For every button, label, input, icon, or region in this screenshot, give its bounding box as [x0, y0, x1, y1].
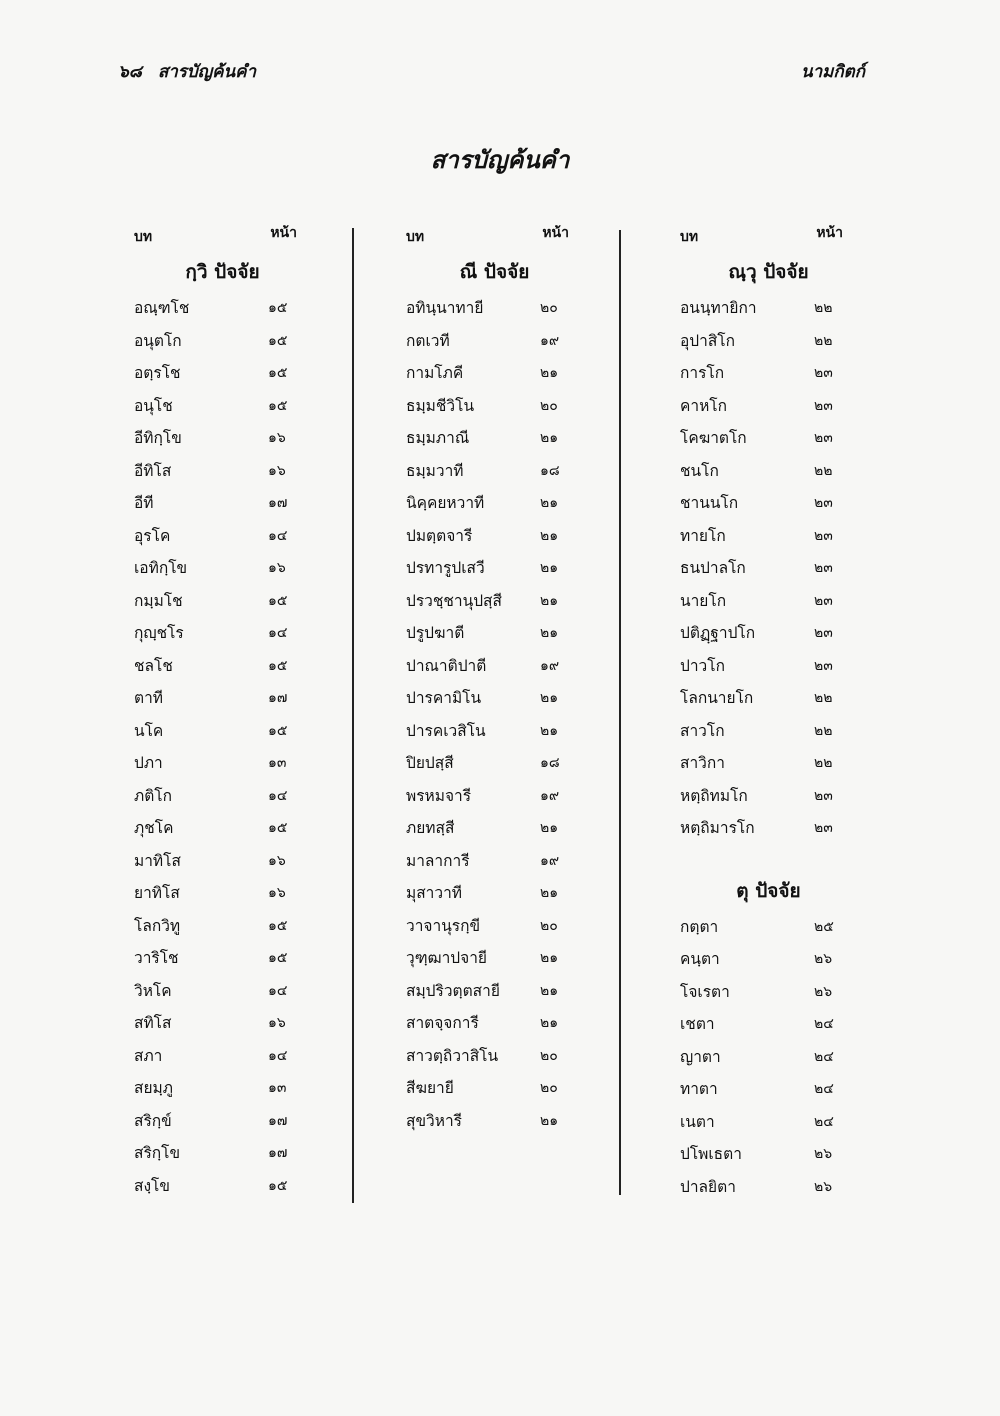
index-entry [676, 325, 861, 358]
entry-word: ปรูปฆาตี [406, 624, 465, 642]
index-entry [676, 650, 861, 683]
entry-word: อนุตโก [134, 331, 182, 350]
entry-page: ๒๑ [540, 690, 559, 706]
index-column-1 [130, 218, 315, 1202]
entry-page: ๒๑ [540, 365, 559, 381]
entry-word: วาริโช [134, 949, 179, 967]
index-entry [402, 812, 587, 845]
running-header [118, 58, 865, 90]
entry-word: สริกฺโข [134, 1144, 181, 1162]
index-entry [130, 650, 315, 683]
index-entry [676, 943, 861, 976]
index-entry [402, 390, 587, 423]
entry-word: สีฆยายี [406, 1079, 454, 1097]
entry-page: ๑๙ [540, 332, 560, 349]
entry-page: ๒๑ [540, 625, 559, 641]
index-entry [130, 747, 315, 780]
entry-word: นโค [134, 721, 164, 740]
entry-page: ๑๕ [268, 332, 288, 349]
index-entry [130, 780, 315, 813]
entry-page: ๑๙ [540, 852, 560, 869]
index-entry [676, 976, 861, 1009]
entry-word: สาวโก [680, 721, 725, 740]
section-heading: ณฺวุ ปัจจัย [728, 261, 809, 283]
index-column-2 [402, 218, 587, 1137]
index-entry [676, 747, 861, 780]
index-entry [130, 617, 315, 650]
section-heading: ตุ ปัจจัย [736, 879, 801, 902]
entry-list [676, 292, 861, 845]
entry-word: สาวิกา [680, 754, 725, 772]
index-entry [130, 357, 315, 390]
entry-word: มุสาวาที [406, 884, 463, 902]
entry-word: อนุโช [134, 396, 173, 415]
word-header: บท [680, 229, 699, 245]
entry-word: ชลโช [134, 656, 173, 675]
index-entry [676, 357, 861, 390]
entry-word: สุขวิหารี [406, 1111, 463, 1130]
entry-word: ชานนโก [680, 494, 739, 512]
entry-page: ๑๔ [268, 787, 288, 804]
entry-page: ๒๑ [540, 982, 559, 999]
index-entry [402, 1105, 587, 1138]
entry-page: ๒๖ [814, 983, 833, 1000]
entry-page: ๒๑ [540, 820, 559, 836]
entry-page: ๑๖ [268, 560, 286, 576]
entry-page: ๑๗ [268, 1145, 288, 1161]
entry-word: โลกนายโก [680, 689, 754, 707]
entry-word: สงฺโข [134, 1176, 170, 1195]
entry-word: ปาณาติปาตี [406, 656, 487, 675]
entry-word: กามโภคี [406, 364, 464, 382]
entry-page: ๒๔ [814, 1081, 834, 1097]
column-divider [619, 230, 621, 1195]
entry-page: ๒๓ [814, 625, 833, 641]
entry-page: ๒๓ [814, 592, 833, 609]
index-entry [676, 780, 861, 813]
entry-page: ๒๑ [540, 560, 559, 576]
index-entry [676, 715, 861, 748]
entry-word: โลกวิทู [134, 916, 181, 935]
index-entry [130, 1170, 315, 1203]
index-entry [402, 1072, 587, 1105]
entry-page: ๒๖ [814, 1146, 833, 1162]
index-entry [676, 552, 861, 585]
entry-word: กมฺมโช [134, 591, 183, 610]
entry-page: ๑๖ [268, 885, 286, 901]
entry-page: ๒๒ [814, 755, 833, 771]
entry-page: ๒๓ [814, 657, 833, 674]
index-entry [676, 292, 861, 325]
index-entry [130, 390, 315, 423]
index-entry [130, 975, 315, 1008]
column-header [402, 218, 587, 252]
entry-page: ๑๖ [268, 462, 286, 479]
index-entry [130, 877, 315, 910]
entry-word: ทายโก [680, 526, 726, 545]
page-header: หน้า [270, 225, 297, 241]
entry-word: สภา [134, 1046, 163, 1065]
index-entry [402, 975, 587, 1008]
entry-page: ๑๘ [540, 755, 560, 771]
index-entry [402, 552, 587, 585]
entry-word: อทินฺนาทายี [406, 299, 484, 317]
entry-page: ๒๒ [814, 462, 833, 479]
entry-word: สาตจฺจการี [406, 1014, 479, 1032]
index-entry [402, 455, 587, 488]
entry-page: ๒๔ [814, 1016, 834, 1032]
entry-word: คนฺตา [680, 950, 720, 968]
entry-page: ๑๗ [268, 1112, 288, 1129]
index-entry [130, 552, 315, 585]
entry-word: วิหโค [134, 981, 172, 1000]
entry-word: อนนฺทายิกา [680, 299, 757, 317]
entry-page: ๒๓ [814, 430, 833, 446]
entry-word: สทิโส [134, 1014, 172, 1032]
index-entry [402, 942, 587, 975]
entry-page: ๑๓ [268, 1080, 287, 1096]
entry-page: ๑๕ [268, 365, 288, 381]
entry-page: ๒๓ [814, 495, 833, 511]
entry-page: ๑๕ [268, 1177, 288, 1194]
entry-word: ธมฺมภาณี [406, 429, 470, 447]
entry-word: ปโพเธตา [680, 1145, 742, 1163]
index-entry [676, 487, 861, 520]
entry-page: ๑๖ [268, 430, 286, 446]
entry-word: อุปาสิโก [680, 331, 736, 350]
index-entry [402, 715, 587, 748]
entry-page: ๒๑ [540, 1015, 559, 1031]
index-entry [130, 1007, 315, 1040]
entry-word: โคฆาตโก [680, 429, 747, 447]
column-header [676, 218, 861, 252]
entry-page: ๑๗ [268, 690, 288, 706]
entry-page: ๒๑ [540, 1112, 559, 1129]
entry-word: ธมฺมชีวิโน [406, 396, 475, 415]
entry-page: ๑๖ [268, 1015, 286, 1031]
entry-word: ยาทิโส [134, 884, 180, 902]
index-entry [130, 455, 315, 488]
entry-page: ๑๖ [268, 852, 286, 869]
entry-word: ปาวโก [680, 656, 725, 675]
page-header: หน้า [542, 225, 569, 241]
index-entry [676, 422, 861, 455]
entry-word: เนตา [680, 1112, 715, 1131]
index-entry [402, 780, 587, 813]
index-entry [402, 845, 587, 878]
entry-word: กตเวที [406, 331, 450, 350]
index-entry [402, 422, 587, 455]
index-entry [676, 1073, 861, 1106]
entry-page: ๒๓ [814, 787, 833, 804]
index-entry [130, 422, 315, 455]
entry-page: ๑๕ [268, 950, 288, 966]
entry-page: ๒๐ [540, 300, 558, 316]
entry-word: อีทิโส [134, 461, 172, 480]
index-entry [676, 455, 861, 488]
entry-word: อีทิกฺโข [134, 429, 182, 447]
entry-word: ปรทารูปเสวี [406, 559, 485, 577]
book-title: สารบัญค้นคำ [157, 62, 257, 82]
header-left [118, 58, 266, 85]
index-entry [402, 357, 587, 390]
entry-word: การโก [680, 364, 725, 382]
index-entry [402, 910, 587, 943]
index-entry [676, 812, 861, 845]
entry-page: ๒๖ [814, 1178, 833, 1195]
index-entry [130, 1105, 315, 1138]
entry-list [130, 292, 315, 1202]
index-entry [402, 1007, 587, 1040]
entry-list [402, 292, 587, 1137]
index-entry [402, 617, 587, 650]
index-entry [130, 812, 315, 845]
entry-page: ๑๕ [268, 722, 288, 739]
index-entry [130, 1040, 315, 1073]
entry-list [676, 911, 861, 1204]
entry-page: ๒๓ [814, 820, 833, 836]
entry-word: ชนโก [680, 461, 719, 480]
entry-word: ปารคเวสิโน [406, 721, 486, 740]
entry-page: ๑๙ [540, 657, 560, 674]
index-entry [130, 910, 315, 943]
entry-page: ๒๔ [814, 1113, 834, 1130]
entry-page: ๑๔ [268, 1047, 288, 1064]
entry-page: ๑๙ [540, 787, 560, 804]
entry-word: วาจานุรกฺขี [406, 916, 481, 935]
entry-page: ๒๓ [814, 397, 833, 414]
entry-word: เชตา [680, 1015, 715, 1033]
index-entry [130, 1072, 315, 1105]
entry-page: ๒๒ [814, 690, 833, 706]
index-entry [676, 1138, 861, 1171]
index-entry [402, 877, 587, 910]
entry-page: ๑๔ [268, 527, 288, 544]
entry-word: ธนปาลโก [680, 559, 746, 577]
index-entry [130, 682, 315, 715]
index-entry [402, 682, 587, 715]
index-entry [130, 715, 315, 748]
column-divider [352, 228, 354, 1203]
entry-page: ๒๑ [540, 950, 559, 966]
entry-word: สยมฺภู [134, 1079, 173, 1097]
index-entry [402, 650, 587, 683]
entry-word: ทาตา [680, 1080, 718, 1098]
entry-page: ๑๕ [268, 657, 288, 674]
entry-word: เอทิกฺโข [134, 559, 188, 577]
entry-page: ๒๕ [814, 918, 834, 935]
index-column-3 [676, 218, 861, 1203]
entry-word: ปรวชฺชานุปสฺสี [406, 591, 502, 610]
entry-page: ๒๔ [814, 1048, 834, 1065]
entry-page: ๑๕ [268, 592, 288, 609]
entry-page: ๑๕ [268, 300, 288, 316]
index-entry [402, 747, 587, 780]
entry-page: ๒๓ [814, 560, 833, 576]
entry-page: ๒๑ [540, 430, 559, 446]
entry-word: กุญฺชโร [134, 624, 184, 642]
entry-word: คาหโก [680, 396, 727, 415]
index-entry [676, 390, 861, 423]
entry-page: ๑๓ [268, 755, 287, 771]
entry-word: ปารคามิโน [406, 689, 482, 707]
index-entry [402, 325, 587, 358]
entry-page: ๑๔ [268, 982, 288, 999]
entry-word: มาทิโส [134, 851, 181, 870]
index-entry [130, 292, 315, 325]
entry-word: มาลาการี [406, 851, 470, 870]
entry-page: ๒๒ [814, 300, 833, 316]
index-entry [676, 1008, 861, 1041]
index-entry [676, 585, 861, 618]
index-entry [130, 942, 315, 975]
index-entry [130, 1137, 315, 1170]
entry-word: ปิยปสฺสี [406, 754, 454, 772]
entry-page: ๑๘ [540, 462, 560, 479]
index-entry [676, 1106, 861, 1139]
entry-page: ๒๑ [540, 592, 559, 609]
word-header: บท [406, 229, 425, 245]
entry-word: อุรโค [134, 526, 171, 545]
section-heading: ณี ปัจจัย [459, 261, 530, 283]
entry-word: หตฺถิทมโก [680, 786, 748, 805]
chapter-title: นามกิตก์ [801, 62, 865, 82]
entry-page: ๑๕ [268, 820, 288, 836]
entry-word: อีที [134, 494, 154, 512]
column-header [130, 218, 315, 252]
index-entry [130, 520, 315, 553]
index-entry [130, 325, 315, 358]
index-entry [676, 682, 861, 715]
entry-word: อณฺฑโช [134, 299, 190, 317]
entry-word: ปติฏฺฐาปโก [680, 624, 756, 642]
entry-word: กตฺตา [680, 917, 719, 936]
entry-word: พรหมจารี [406, 786, 472, 805]
entry-word: ตาที [134, 689, 163, 707]
entry-page: ๒๓ [814, 527, 833, 544]
entry-page: ๒๑ [540, 722, 559, 739]
index-entry [676, 1171, 861, 1204]
entry-page: ๑๕ [268, 917, 288, 934]
index-entry [402, 487, 587, 520]
entry-word: สาวตฺถิวาสิโน [406, 1046, 499, 1065]
entry-page: ๒๑ [540, 495, 559, 511]
index-entry [402, 292, 587, 325]
entry-word: ธมฺมวาที [406, 461, 464, 480]
word-header: บท [134, 229, 153, 245]
entry-word: ภยทสฺสี [406, 819, 455, 837]
entry-page: ๒๒ [814, 332, 833, 349]
entry-word: ปภา [134, 754, 163, 772]
entry-word: ญาตา [680, 1047, 721, 1066]
index-entry [130, 845, 315, 878]
index-entry [402, 520, 587, 553]
entry-page: ๑๗ [268, 495, 288, 511]
entry-page: ๒๐ [540, 1080, 558, 1096]
page-title: สารบัญค้นคำ [430, 146, 570, 174]
entry-word: นิคฺคยหวาที [406, 494, 485, 512]
index-entry [402, 1040, 587, 1073]
entry-page: ๒๐ [540, 917, 558, 934]
entry-word: หตฺถิมารโก [680, 819, 755, 837]
entry-word: ปาลยิตา [680, 1177, 736, 1196]
index-entry [402, 585, 587, 618]
entry-word: สมฺปริวตฺตสายี [406, 981, 500, 1000]
entry-word: นายโก [680, 591, 727, 610]
index-entry [676, 911, 861, 944]
entry-page: ๒๐ [540, 1047, 558, 1064]
index-entry [676, 1041, 861, 1074]
page-header: หน้า [816, 225, 843, 241]
entry-page: ๑๕ [268, 397, 288, 414]
index-entry [130, 487, 315, 520]
index-entry [676, 617, 861, 650]
entry-word: ภุชโค [134, 819, 174, 837]
entry-word: โจเรตา [680, 982, 730, 1001]
page-number: ๖๘ [118, 62, 142, 82]
entry-page: ๑๔ [268, 625, 288, 641]
entry-page: ๒๖ [814, 951, 833, 967]
entry-word: อตฺรโช [134, 364, 181, 382]
entry-word: ปมตฺตจารี [406, 526, 473, 545]
entry-word: สริกฺข์ [134, 1111, 172, 1130]
entry-page: ๒๓ [814, 365, 833, 381]
entry-word: ภติโก [134, 786, 172, 805]
entry-page: ๒๐ [540, 397, 558, 414]
entry-page: ๒๒ [814, 722, 833, 739]
section-heading: กฺวิ ปัจจัย [185, 261, 260, 283]
entry-word: วุฑฺฒาปจายี [406, 949, 487, 967]
index-entry [676, 520, 861, 553]
index-entry [130, 585, 315, 618]
entry-page: ๒๑ [540, 527, 559, 544]
entry-page: ๒๑ [540, 885, 559, 901]
